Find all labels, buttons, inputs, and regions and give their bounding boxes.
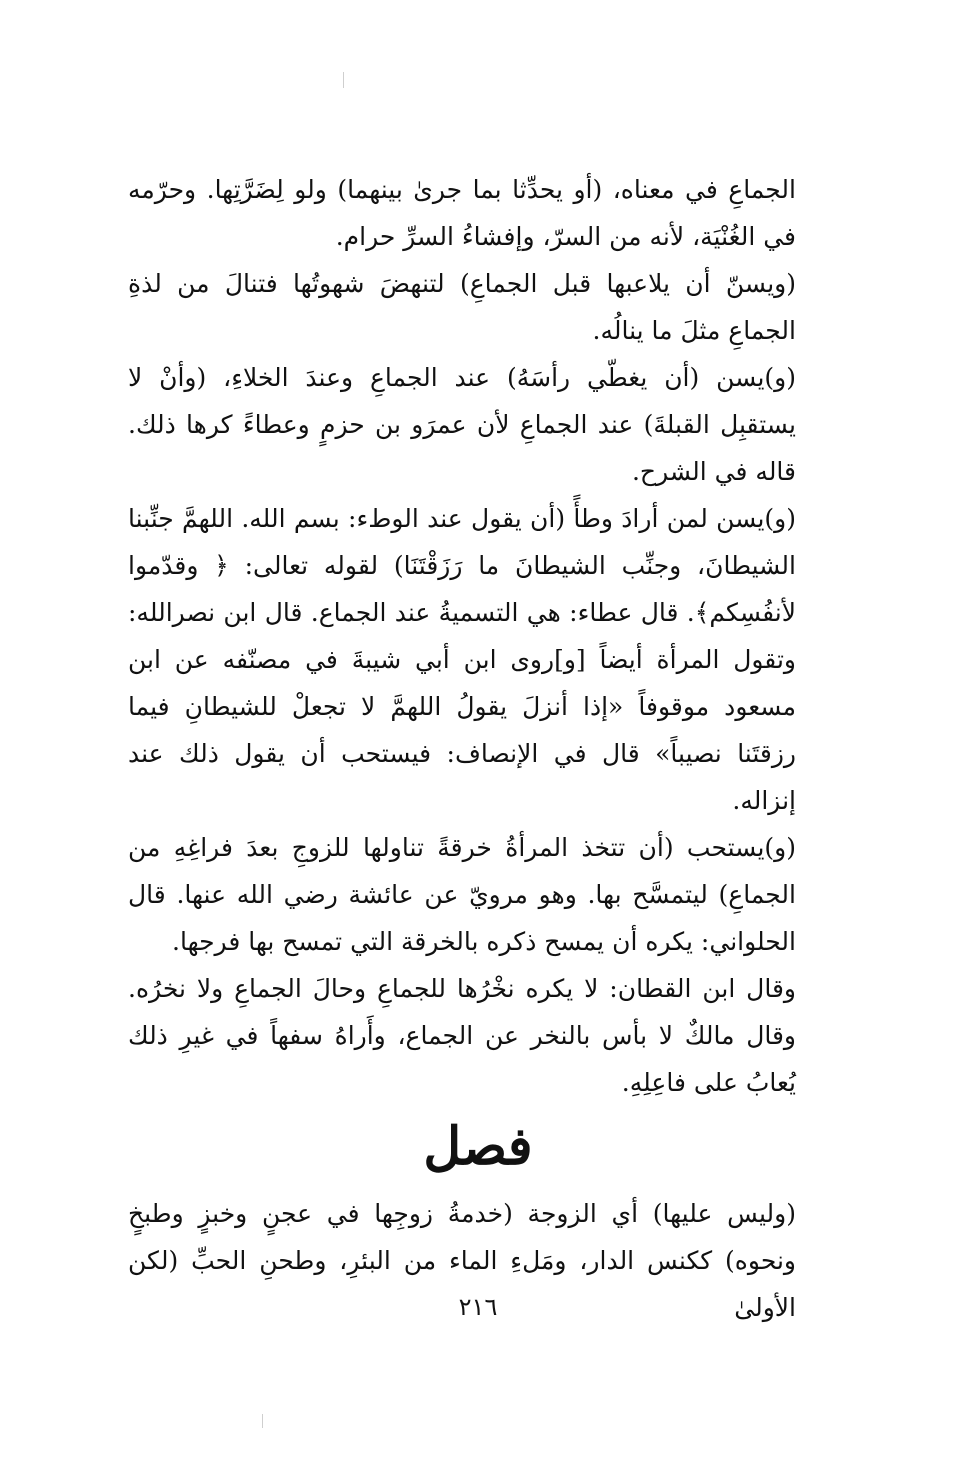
scan-artifact-top xyxy=(343,72,344,88)
paragraph-1: الجماعِ في معناه، (أو يحدِّثا بما جرىٰ بينهما) ولو لِضَرَّتِها. وحرّمه في الغُنْيَة، لأنه من السرّ، وإفشاءُ السرِّ حرام. xyxy=(128,175,796,251)
paragraph-6: وقال ابن القطان: لا يكره نخْرُها للجماعِ وحالَ الجماعِ ولا نخرُه. وقال مالكٌ لا بأس بالنخر عن الجماع، وأَراهُ سفهاً في غيرِ ذلك يُعابُ على فاعِلِهِ. xyxy=(128,974,796,1097)
section-heading: فصل xyxy=(423,1116,533,1177)
paragraph-4: (و)يسن لمن أرادَ وطأً (أن يقول عند الوطء: بسم الله. اللهمَّ جنِّبنا الشيطانَ، وجنِّب الشيطانَ ما رَزَقْتَنَا) لقوله تعالى: ﴿ وقدّموا لأنفُسِكم﴾. قال عطاء: هي التسميةُ عند الجماع. قال ابن نصرالله: وتقول المرأة أيضاً [و]روى ابن أبي شيبةَ في مصنّفه عن ابن مسعود موقوفاً «إذا أنزلَ يقولُ اللهمَّ لا تجعلْ للشيطانِ فيما رزقتَنا نصيباً» قال في الإنصاف: فيستحب أن يقول ذلك عند إنزاله. xyxy=(128,504,796,815)
paragraph-2: (ويسنّ أن يلاعبها قبل الجماعِ) لتنهضَ شهوتُها فتنالَ من لذةِ الجماعِ مثلَ ما ينالُه. xyxy=(128,269,796,345)
scan-artifact-bottom xyxy=(262,1414,263,1428)
body-text xyxy=(128,166,796,1106)
paragraph-3: (و)يسن (أن يغطّي رأسَهُ) عند الجماعِ وعندَ الخلاءِ، (وأنْ لا يستقبِل القبلةَ) عند الجماعِ لأن عمرَو بن حزمٍ وعطاءً كرها ذلك. قاله في الشرح. xyxy=(128,363,796,486)
page-number: ٢١٦ xyxy=(458,1293,498,1321)
paragraph-7: (وليس عليها) أي الزوجة (خدمةُ زوجِها في عجنٍ وخبزٍ وطبخٍ ونحوه) ككنس الدار، ومَلءِ الماء من البئرِ، وطحنِ الحبِّ (لكن الأولىٰ xyxy=(128,1199,796,1322)
paragraph-5: (و)يستحب (أن تتخذ المرأةُ خرقةً تناولها للزوجِ بعدَ فراغِهِ من الجماعِ) ليتمسَّح بها. وهو مرويّ عن عائشة رضي الله عنها. قال الحلواني: يكره أن يمسح ذكره بالخرقة التي تمسح بها فرجها. xyxy=(128,833,796,956)
